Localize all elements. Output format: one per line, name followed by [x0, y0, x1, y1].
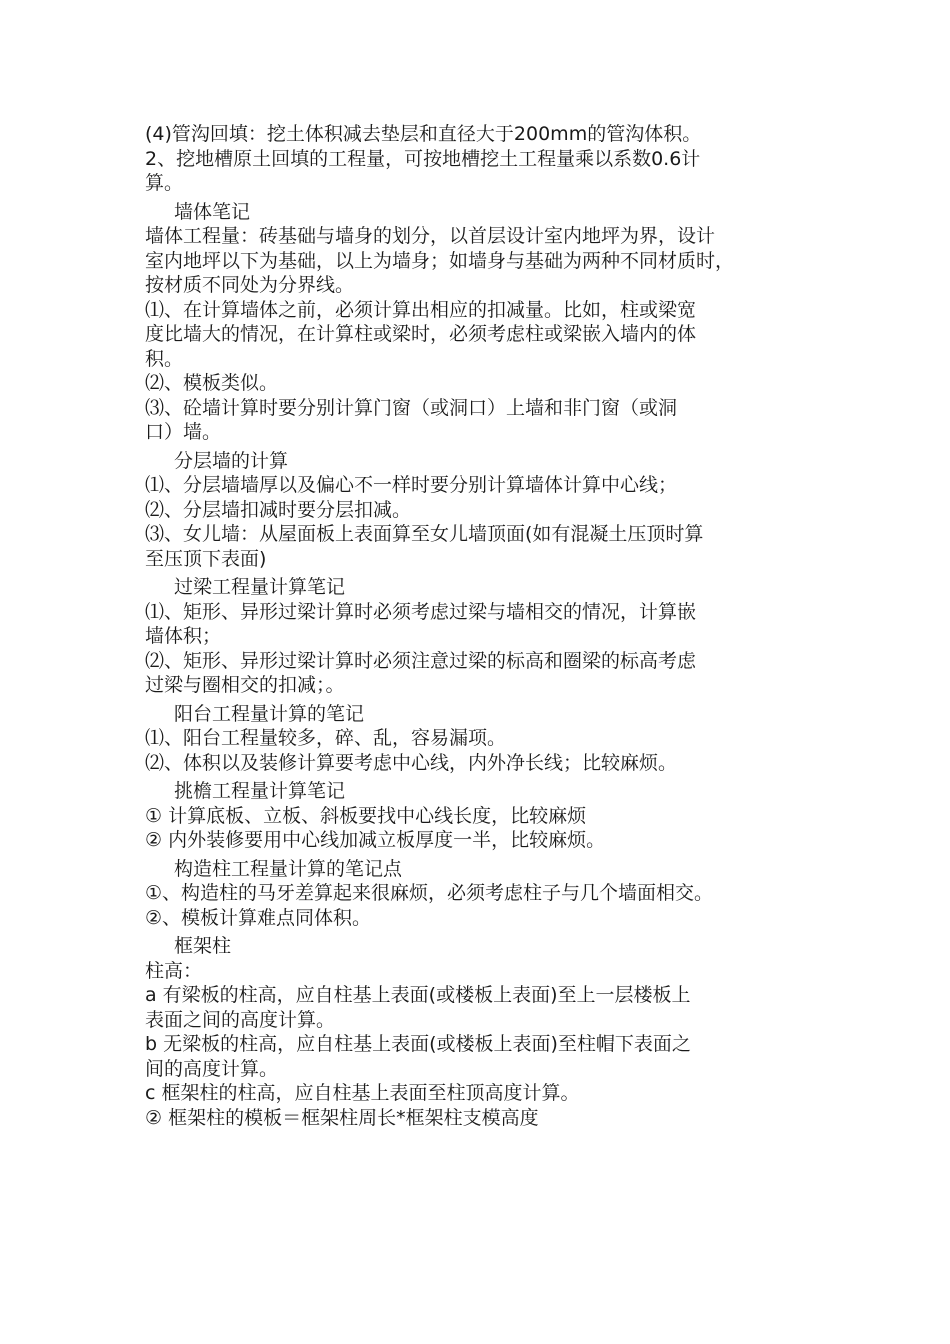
text-line: 表面之间的高度计算。	[145, 1008, 336, 1031]
text-line: ⑵、分层墙扣减时要分层扣减。	[145, 498, 412, 521]
text-line: b 无梁板的柱高，应自柱基上表面(或楼板上表面)至柱帽下表面之	[145, 1033, 691, 1055]
text-line: (4)管沟回填：挖土体积减去垫层和直径大于200mm的管沟体积。	[145, 123, 702, 145]
text-line: 口）墙。	[145, 421, 222, 443]
text-line: 算。	[145, 172, 184, 194]
text-line: 积。	[145, 347, 184, 370]
section-frame-column	[145, 934, 815, 1130]
intro-section	[145, 122, 815, 196]
section-wall-notes	[145, 200, 815, 445]
text-line: 柱高：	[145, 959, 203, 982]
section-heading: 构造柱工程量计算的笔记点	[174, 857, 403, 880]
section-heading: 分层墙的计算	[174, 449, 289, 472]
text-line: ⑶、砼墙计算时要分别计算门窗（或洞口）上墙和非门窗（或洞	[145, 396, 678, 419]
text-line: ⑴、分层墙墙厚以及偏心不一样时要分别计算墙体计算中心线；	[145, 474, 678, 496]
text-line: ⑴、矩形、异形过梁计算时必须考虑过梁与墙相交的情况，计算嵌	[145, 600, 697, 623]
text-line: c 框架柱的柱高，应自柱基上表面至柱顶高度计算。	[145, 1082, 580, 1104]
text-line: ② 框架柱的模板＝框架柱周长*框架柱支模高度	[145, 1106, 539, 1129]
section-heading: 阳台工程量计算的笔记	[174, 702, 365, 725]
text-line: ⑵、体积以及装修计算要考虑中心线，内外净长线；比较麻烦。	[145, 751, 678, 774]
section-eaves	[145, 779, 815, 853]
text-line: 2、挖地槽原土回填的工程量，可按地槽挖土工程量乘以系数0.6计	[145, 147, 701, 170]
section-heading: 墙体笔记	[174, 200, 251, 223]
text-line: 墙体积；	[145, 625, 222, 647]
text-line: ② 内外装修要用中心线加减立板厚度一半，比较麻烦。	[145, 829, 606, 851]
document-page	[145, 122, 815, 1130]
section-balcony	[145, 702, 815, 776]
section-heading: 挑檐工程量计算笔记	[174, 780, 346, 802]
text-line: ②、模板计算难点同体积。	[145, 906, 372, 929]
text-line: 间的高度计算。	[145, 1057, 279, 1080]
section-heading: 过梁工程量计算笔记	[174, 576, 346, 598]
text-line: 按材质不同处为分界线。	[145, 274, 355, 296]
section-heading: 框架柱	[174, 935, 232, 957]
text-line: ⑵、矩形、异形过梁计算时必须注意过梁的标高和圈梁的标高考虑	[145, 649, 697, 672]
text-line: 室内地坪以下为基础，以上为墙身；如墙身与基础为两种不同材质时，	[145, 249, 735, 272]
text-line: ⑵、模板类似。	[145, 372, 279, 394]
text-line: ⑴、阳台工程量较多，碎、乱，容易漏项。	[145, 727, 507, 749]
text-line: 过梁与圈相交的扣减；。	[145, 674, 345, 696]
section-lintel	[145, 575, 815, 698]
text-line: ⑴、在计算墙体之前，必须计算出相应的扣减量。比如，柱或梁宽	[145, 298, 697, 321]
text-line: 墙体工程量：砖基础与墙身的划分，以首层设计室内地坪为界，设计	[145, 225, 716, 247]
text-line: ① 计算底板、立板、斜板要找中心线长度，比较麻烦	[145, 804, 587, 827]
text-line: 度比墙大的情况，在计算柱或梁时，必须考虑柱或梁嵌入墙内的体	[145, 323, 697, 345]
section-construction-column	[145, 857, 815, 931]
text-line: 至压顶下表面)	[145, 547, 267, 570]
text-line: ①、构造柱的马牙差算起来很麻烦，必须考虑柱子与几个墙面相交。	[145, 882, 714, 904]
text-line: ⑶、女儿墙：从屋面板上表面算至女儿墙顶面(如有混凝土压顶时算	[145, 523, 704, 545]
text-line: a 有梁板的柱高，应自柱基上表面(或楼板上表面)至上一层楼板上	[145, 984, 691, 1006]
section-layered-wall	[145, 449, 815, 572]
